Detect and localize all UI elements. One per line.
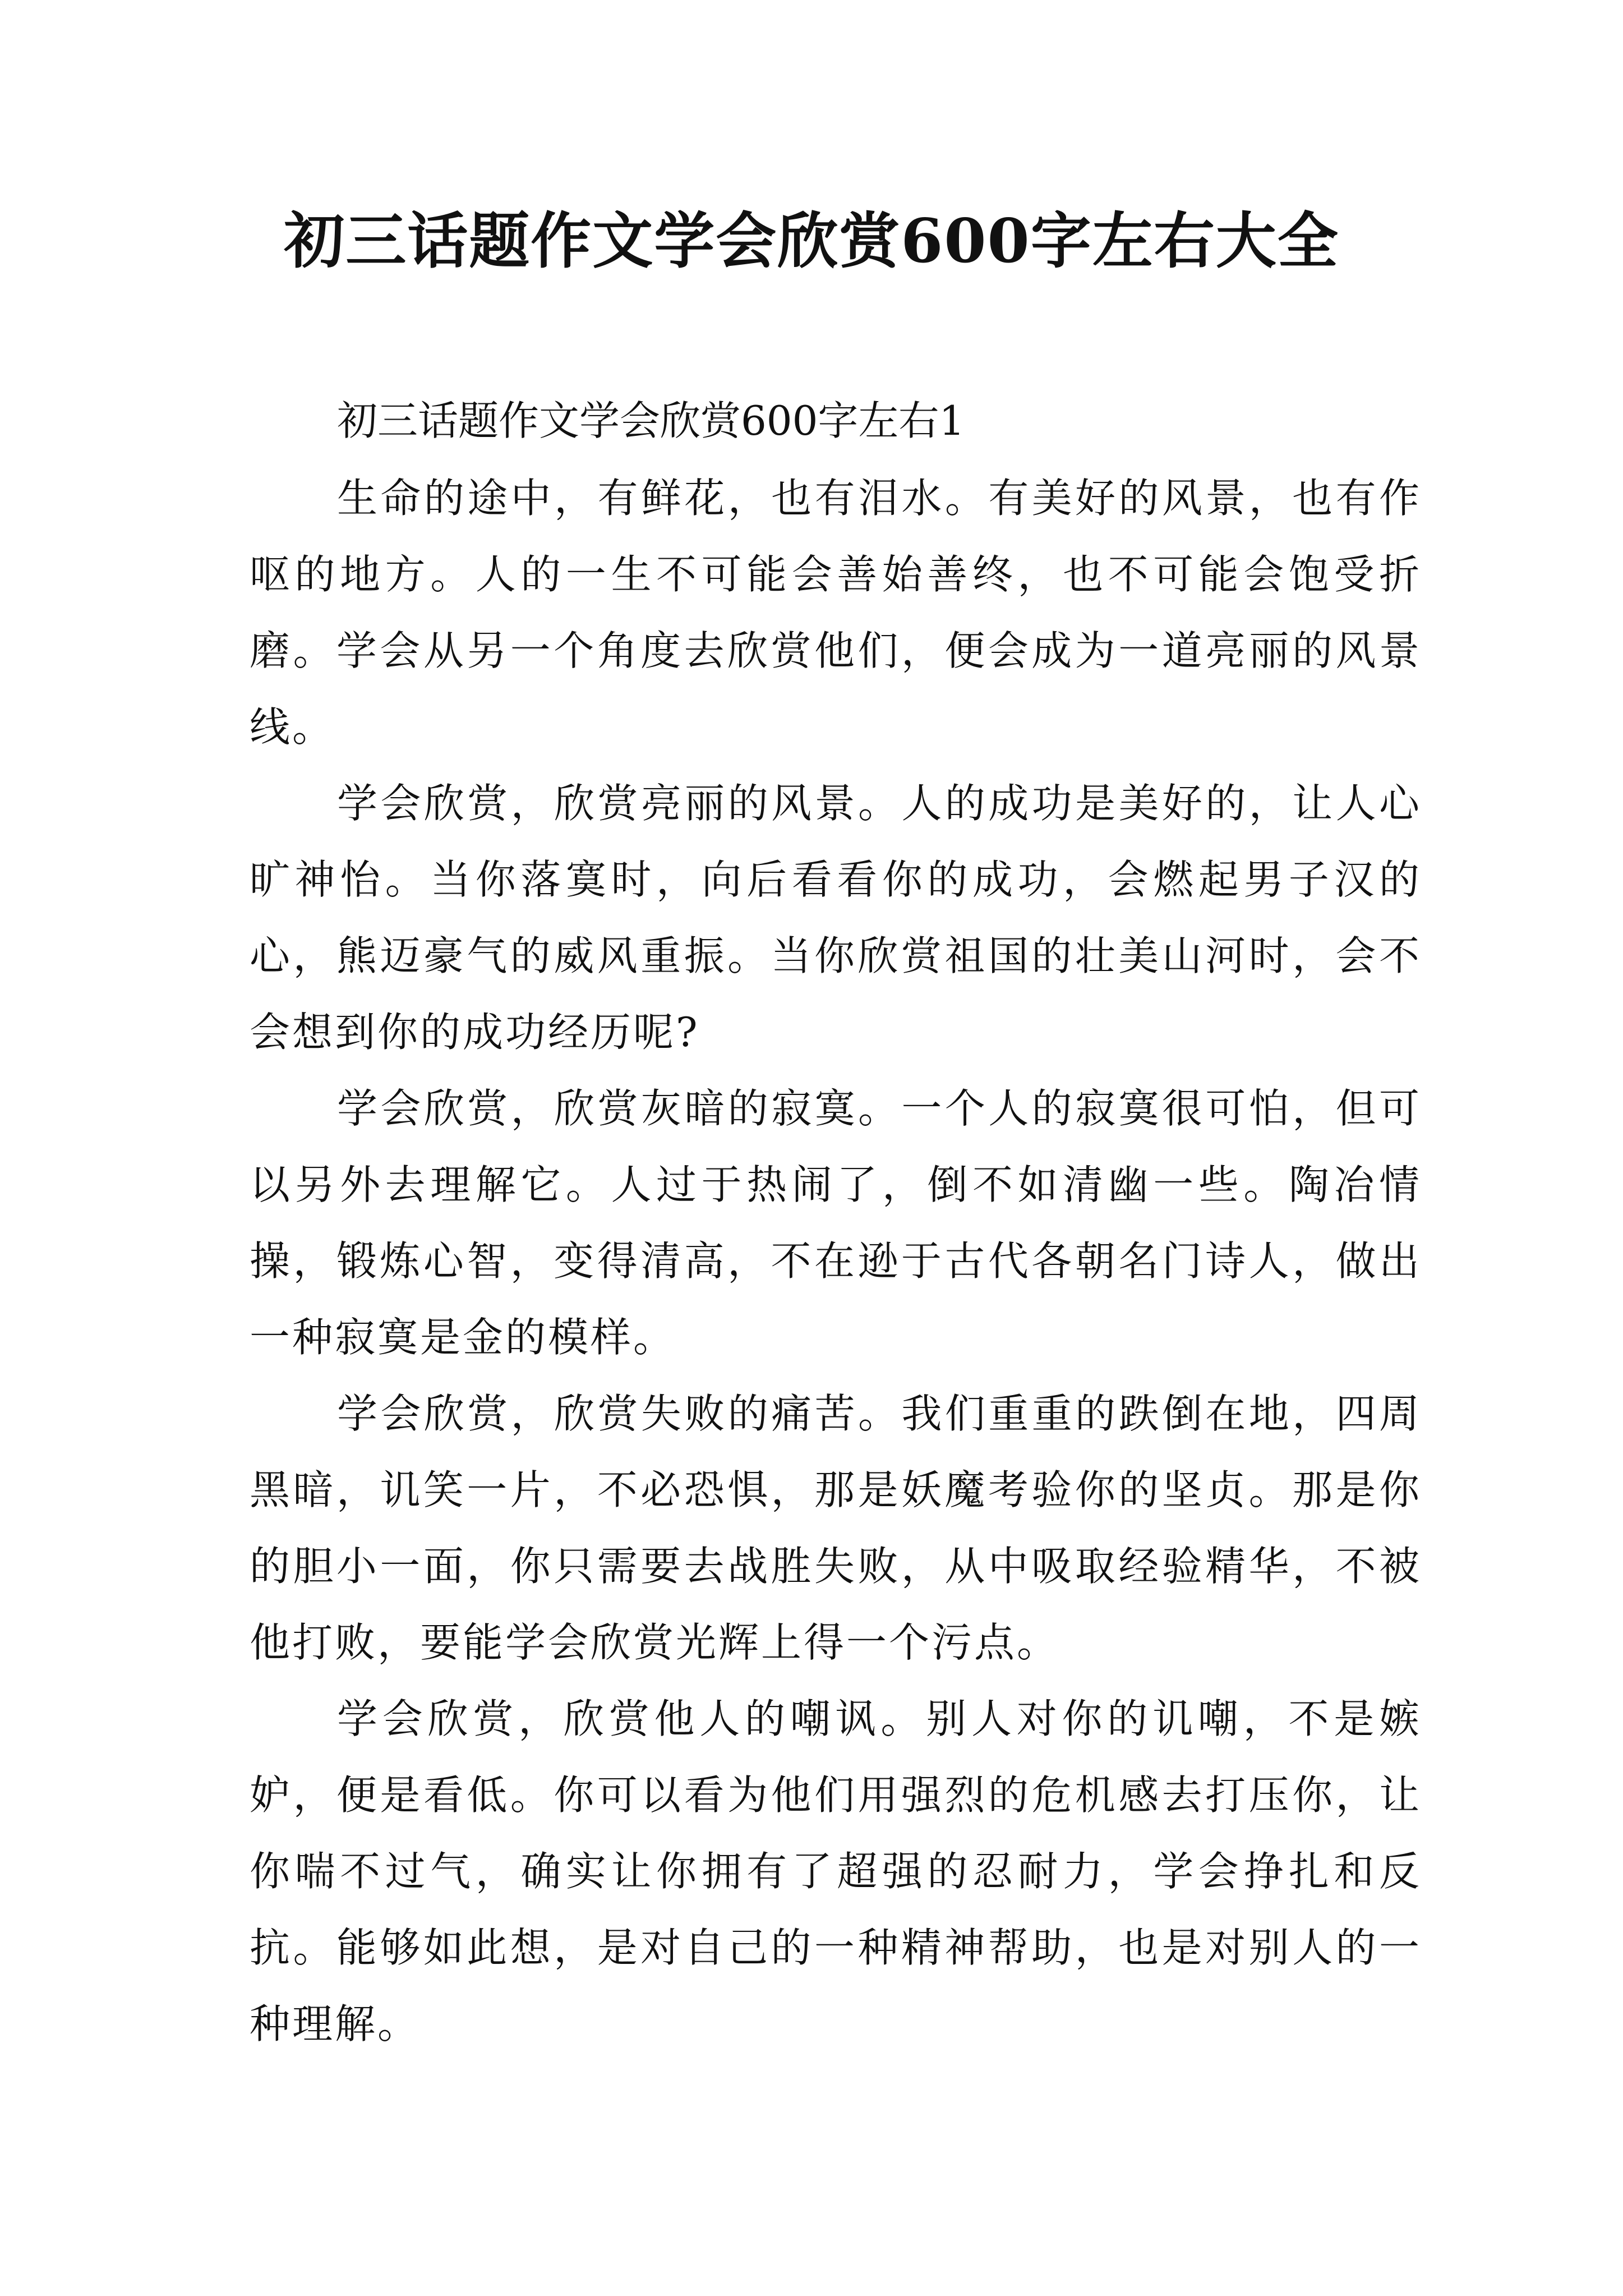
paragraph: 学会欣赏，欣赏灰暗的寂寞。一个人的寂寞很可怕，但可以另外去理解它。人过于热闹了，倒不如清幽一些。陶冶情操，锻炼心智，变得清高，不在逊于古代各朝名门诗人，做出一种寂寞是金的模样。 xyxy=(250,1085,1422,1361)
document-body xyxy=(250,381,1422,2062)
paragraph: 学会欣赏，欣赏亮丽的风景。人的成功是美好的，让人心旷神怡。当你落寞时，向后看看你的成功，会燃起男子汉的心，熊迈豪气的威风重振。当你欣赏祖国的壮美山河时，会不会想到你的成功经历呢? xyxy=(250,780,1422,1056)
document-title: 初三话题作文学会欣赏600字左右大全 xyxy=(284,206,1339,277)
paragraph: 生命的途中，有鲜花，也有泪水。有美好的风景，也有作呕的地方。人的一生不可能会善始善终，也不可能会饱受折磨。学会从另一个角度去欣赏他们，便会成为一道亮丽的风景线。 xyxy=(250,475,1422,751)
paragraph: 学会欣赏，欣赏他人的嘲讽。别人对你的讥嘲，不是嫉妒，便是看低。你可以看为他们用强烈的危机感去打压你，让你喘不过气，确实让你拥有了超强的忍耐力，学会挣扎和反抗。能够如此想，是对自己的一种精神帮助，也是对别人的一种理解。 xyxy=(250,1695,1422,2047)
essay-subheading: 初三话题作文学会欣赏600字左右1 xyxy=(337,397,965,444)
paragraph: 学会欣赏，欣赏失败的痛苦。我们重重的跌倒在地，四周黑暗，讥笑一片，不必恐惧，那是妖魔考验你的坚贞。那是你的胆小一面，你只需要去战胜失败，从中吸取经验精华，不被他打败，要能学会欣赏光辉上得一个污点。 xyxy=(250,1390,1422,1666)
